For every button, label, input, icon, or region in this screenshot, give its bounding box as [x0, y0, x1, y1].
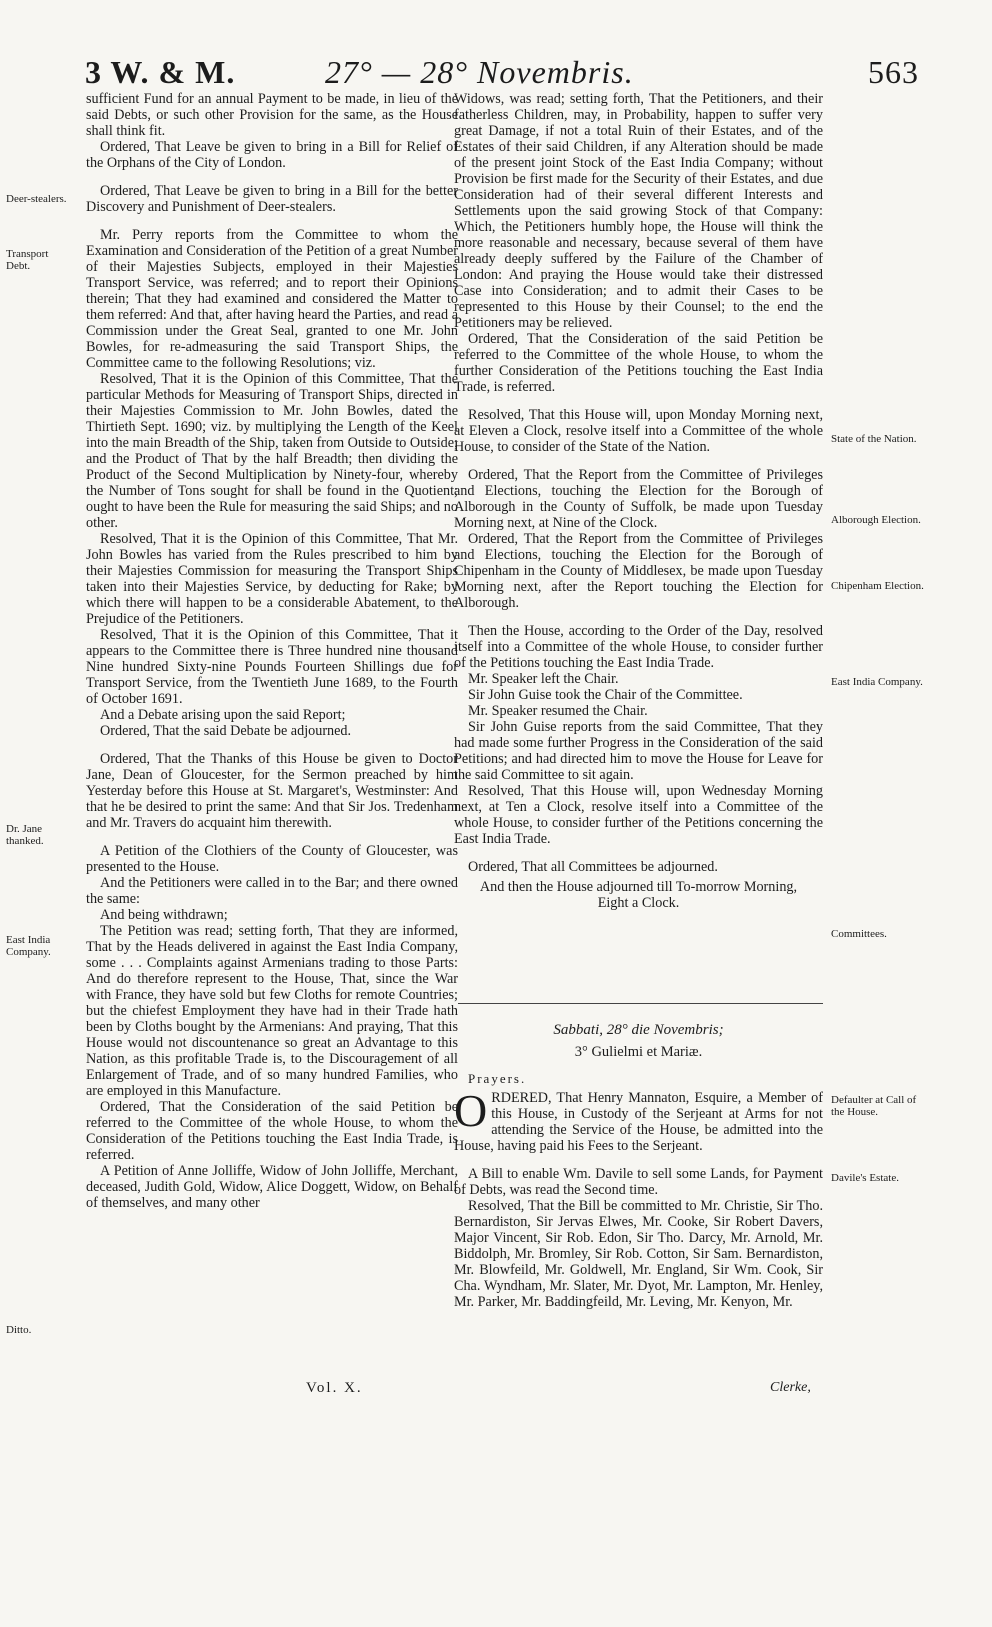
paragraph: Resolved, That this House will, upon Monday Morning next, at Eleven a Clock, resolve itself into a Committee of the whole House, to consider of the State of the Nation.	[454, 407, 823, 455]
right-column	[454, 91, 823, 911]
paragraph: Resolved, That it is the Opinion of this Committee, That it appears to the Committee there is Three hundred nine thousand Nine hundred Sixty-nine Pounds Fourteen Shillings due for Transport Service, from the Twentieth June 1689, to the Fourth of October 1691.	[86, 627, 458, 707]
paragraph: And being withdrawn;	[100, 907, 228, 923]
margin-note: Deer-stealers.	[6, 193, 67, 205]
paragraph: Ordered, That the said Debate be adjourned.	[100, 723, 352, 739]
paragraph: And the Petitioners were called in to the Bar; and there owned the same:	[86, 875, 458, 907]
margin-note: Transport Debt.	[6, 248, 49, 272]
prayers-heading: Prayers.	[468, 1071, 527, 1086]
paragraph: Sir John Guise took the Chair of the Committee.	[468, 687, 743, 703]
right-column-lower	[454, 1085, 823, 1310]
regnal-heading: 3° Gulielmi et Mariæ.	[574, 1044, 703, 1060]
margin-note: East India Company.	[6, 934, 51, 958]
margin-note: State of the Nation.	[831, 433, 917, 445]
paragraph: A Bill to enable Wm. Davile to sell some Lands, for Payment of Debts, was read the Second time.	[454, 1166, 823, 1198]
section-divider	[458, 1003, 823, 1004]
volume-signature: Vol. X.	[306, 1380, 363, 1396]
paragraph: And then the House adjourned till To-morrow Morning, Eight a Clock.	[479, 879, 798, 911]
paragraph: Mr. Speaker left the Chair.	[468, 671, 619, 687]
paragraph: The Petition was read; setting forth, That they are informed, That by the Heads delivered in against the East India Company, some . . . Complaints against Armenians trading to those Parts: And do therefore represent to the House, That, since the War with France, they have sold but few Cloths for remote Countries; but the chiefest Employment they have had in their Trade hath been by Cloths bought by the Armenians: And praying, That this House would not discountenance so great an Advantage to this Nation, as this profitable Trade is, to the Discouragement of all Enlargement of Trade, and of so many hundred Families, who are employed in this Manufacture.	[86, 923, 458, 1099]
paragraph: sufficient Fund for an annual Payment to be made, in lieu of the said Debts, or such other Provision for the same, as the House shall think fit.	[86, 91, 458, 139]
paragraph: Ordered, That the Consideration of the said Petition be referred to the Committee of the whole House, to whom the further Consideration of the Petitions touching the East India Trade, is referred.	[454, 331, 823, 395]
paragraph: Sir John Guise reports from the said Committee, That they had made some further Progress in the Consideration of the said Petitions; and had directed him to move the House for Leave for the said Committee to sit again.	[454, 719, 823, 783]
margin-note: Dr. Jane thanked.	[6, 823, 44, 847]
margin-note: Defaulter at Call of the House.	[831, 1094, 917, 1118]
page-number: 563	[868, 54, 919, 90]
left-column	[86, 91, 458, 1211]
paragraph: Widows, was read; setting forth, That the Petitioners, and their fatherless Children, may, in Probability, happen to suffer very great Damage, if not a total Ruin of their Estates, and of the Estates of their said Children, if any Alteration should be made of the present joint Stock of the East India Company; without Provision be first made for the Security of their Estates, and due Consideration had of their several different Interests and Settlements upon the said growing Stock of that Company: Which, the Petitioners humbly hope, the House will think the more reasonable and necessary, because several of them have already deeply suffered by the Failure of the Chamber of London: And praying the House would take their distressed Case into Consideration; and to admit their Cases to be represented to this House by their Counsel; to the end the Petitioners may be relieved.	[454, 91, 823, 331]
paragraph: Resolved, That this House will, upon Wednesday Morning next, at Ten a Clock, resolve itself into a Committee of the whole House, to consider further of the Petitions concerning the East India Trade.	[454, 783, 823, 847]
paragraph: Ordered, That the Report from the Committee of Privileges and Elections, touching the Election for the Borough of Chipenham in the County of Middlesex, be made upon Tuesday Morning next, after the Report touching the Election for Alborough.	[454, 531, 823, 611]
paragraph: A Petition of the Clothiers of the County of Gloucester, was presented to the House.	[86, 843, 458, 875]
paragraph: Ordered, That the Thanks of this House be given to Doctor Jane, Dean of Gloucester, for the Sermon preached by him Yesterday before this House at St. Margaret's, Westminster: And that he be desired to print the same: And that Sir Jos. Tredenham and Mr. Travers do acquaint him therewith.	[86, 751, 458, 831]
paragraph: Resolved, That it is the Opinion of this Committee, That Mr. John Bowles has varied from the Rules prescribed to him by their Majesties Commission for measuring the Transport Ships taken into their Majesties Service, by deducting for Rake; by which there will happen to be a considerable Abatement, to the Prejudice of the Petitioners.	[86, 531, 458, 627]
paragraph: RDERED, That Henry Mannaton, Esquire, a Member of this House, in Custody of the Serjeant at Arms for not attending the Service of the House, be admitted into the House, having paid his Fees to the Serjeant.	[454, 1090, 823, 1154]
paragraph: Mr. Perry reports from the Committee to whom the Examination and Consideration of the Petition of a great Number of their Majesties Subjects, employed in their Majesties Transport Service, was referred; and to report their Opinions therein; That they had examined and considered the Matter to them referred: And that, after having heard the Parties, and read a Commission under the Great Seal, granted to one Mr. John Bowles, for re-admeasuring the said Transport Ships, the Committee came to the following Resolutions; viz.	[86, 227, 458, 371]
margin-note: Ditto.	[6, 1324, 32, 1336]
day-heading: Sabbati, 28° die Novembris;	[553, 1022, 724, 1038]
margin-note: Committees.	[831, 928, 887, 940]
paragraph: Ordered, That Leave be given to bring in a Bill for Relief of the Orphans of the City of London.	[86, 139, 458, 171]
margin-note: Davile's Estate.	[831, 1172, 899, 1184]
paragraph: A Petition of Anne Jolliffe, Widow of John Jolliffe, Merchant, deceased, Judith Gold, Widow, Alice Doggett, Widow, on Behalf of themselves, and many other	[86, 1163, 458, 1211]
margin-note: Chipenham Election.	[831, 580, 924, 592]
paragraph: And a Debate arising upon the said Report;	[100, 707, 346, 723]
paragraph: Ordered, That the Report from the Committee of Privileges and Elections, touching the Election for the Borough of Alborough in the County of Suffolk, be made upon Tuesday Morning next, at Nine of the Clock.	[454, 467, 823, 531]
drop-cap: O	[454, 1085, 488, 1136]
margin-note: East India Company.	[831, 676, 923, 688]
paragraph: Ordered, That all Committees be adjourned.	[468, 859, 718, 875]
paragraph: Then the House, according to the Order of the Day, resolved itself into a Committee of the whole House, to consider further of the Petitions touching the East India Trade.	[454, 623, 823, 671]
regnal-year: 3 W. & M.	[85, 54, 236, 90]
paragraph: Ordered, That Leave be given to bring in a Bill for the better Discovery and Punishment of Deer-stealers.	[86, 183, 458, 215]
catchword: Clerke,	[770, 1380, 811, 1395]
paragraph: Ordered, That the Consideration of the said Petition be referred to the Committee of the whole House, to whom the Consideration of the Petitions touching the East India Trade, is referred.	[86, 1099, 458, 1163]
paragraph: Resolved, That it is the Opinion of this Committee, That the particular Methods for Measuring of Transport Ships, directed in their Majesties Commission to Mr. John Bowles, dated the Thirtieth Sept. 1690; viz. by multiplying the Length of the Keel into the main Breadth of the Ship, taken from Outside to Outside; and the Product of That by the half Breadth; then dividing the Product of the Second Multiplication by Ninety-four, whereby the Number of Tons sought for shall be found in the Quotient; ought to have been the Rule for measuring the said Ships; and no other.	[86, 371, 458, 531]
margin-note: Alborough Election.	[831, 514, 921, 526]
paragraph: Resolved, That the Bill be committed to Mr. Christie, Sir Tho. Bernardiston, Sir Jervas Elwes, Mr. Cooke, Sir Robert Davers, Major Vincent, Sir Rob. Edon, Sir Tho. Darcy, Mr. Arnold, Mr. Biddolph, Mr. Bromley, Sir Rob. Cotton, Sir Sam. Bernardiston, Mr. Blowfeild, Mr. Goldwell, Mr. England, Sir Wm. Cook, Sir Cha. Wyndham, Mr. Slater, Mr. Dyot, Mr. Lampton, Mr. Henley, Mr. Parker, Mr. Baddingfeild, Mr. Leving, Mr. Kenyon, Mr.	[454, 1198, 823, 1310]
date-heading: 27° — 28° Novembris.	[325, 54, 634, 90]
paragraph: Mr. Speaker resumed the Chair.	[468, 703, 648, 719]
